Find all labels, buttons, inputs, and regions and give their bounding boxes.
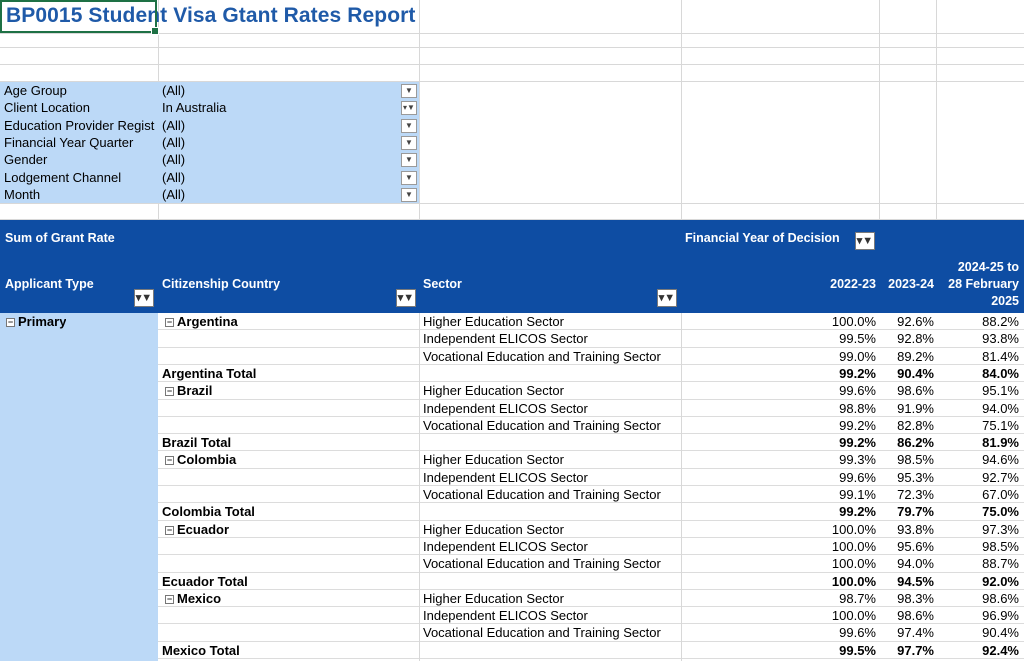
- filter-label: Education Provider Regist: [4, 117, 155, 133]
- sector-label: Higher Education Sector: [423, 314, 564, 329]
- year-header-2022-23: 2022-23: [830, 277, 876, 291]
- grant-rate-value: 98.7%: [839, 590, 876, 606]
- grant-rate-value: 100.0%: [831, 538, 876, 554]
- applicant-type-filter-button[interactable]: [134, 289, 154, 307]
- country-label[interactable]: − Brazil: [166, 383, 213, 399]
- grant-rate-value: 95.1%: [982, 383, 1019, 399]
- grant-rate-value: 88.2%: [982, 314, 1019, 329]
- dropdown-arrow-icon: ▼: [405, 86, 413, 95]
- collapse-minus-icon[interactable]: −: [7, 317, 14, 328]
- sector-filter-button[interactable]: [657, 289, 677, 307]
- grant-rate-value: 82.8%: [897, 417, 934, 433]
- dropdown-arrow-icon: ▼: [405, 155, 413, 165]
- filter-value: (All): [162, 117, 186, 133]
- table-row: [0, 590, 1024, 607]
- table-row: [0, 330, 1024, 347]
- sector-label: Vocational Education and Training Sector: [423, 556, 661, 572]
- applicant-type-primary[interactable]: − Primary: [7, 314, 67, 329]
- grid-row-line: [0, 47, 1024, 48]
- row-field-citizenship-country: Citizenship Country: [162, 277, 281, 291]
- table-row: [0, 451, 1024, 468]
- filter-funnel-icon: ▾▼: [135, 292, 153, 304]
- grant-rate-value: 99.6%: [839, 625, 876, 641]
- grant-rate-value: 99.3%: [839, 452, 876, 468]
- grant-rate-value: 98.8%: [839, 400, 876, 416]
- collapse-minus-icon[interactable]: −: [166, 524, 173, 535]
- active-cell-selection[interactable]: [0, 0, 157, 33]
- country-total-row: [0, 503, 1024, 520]
- grant-rate-value: 98.5%: [982, 538, 1019, 554]
- filter-funnel-icon: ▾▼: [856, 235, 874, 247]
- filter-dropdown-button[interactable]: [401, 153, 417, 167]
- filter-label: Financial Year Quarter: [4, 134, 134, 150]
- dropdown-arrow-icon: ▼: [405, 137, 413, 147]
- grant-rate-value: 93.8%: [982, 331, 1019, 347]
- sector-label: Vocational Education and Training Sector: [423, 348, 661, 364]
- grant-rate-value: 75.1%: [982, 417, 1019, 433]
- grant-rate-value: 94.0%: [982, 400, 1019, 416]
- grant-rate-value: 98.3%: [897, 590, 934, 606]
- filter-value: (All): [162, 169, 186, 185]
- row-divider: [158, 658, 1024, 659]
- table-row: [0, 417, 1024, 434]
- grant-rate-value: 94.0%: [897, 556, 934, 572]
- grant-rate-value: 96.9%: [982, 608, 1019, 624]
- filter-dropdown-button[interactable]: [401, 119, 417, 133]
- grant-rate-total: 99.2%: [839, 504, 876, 520]
- filter-label: Month: [4, 186, 41, 202]
- grant-rate-value: 67.0%: [982, 487, 1019, 502]
- table-row: [0, 486, 1024, 503]
- grant-rate-total: 86.2%: [897, 435, 934, 451]
- grant-rate-total: 75.0%: [982, 504, 1019, 520]
- sector-label: Independent ELICOS Sector: [423, 608, 588, 624]
- grant-rate-value: 81.4%: [982, 348, 1019, 364]
- grant-rate-total: 84.0%: [982, 365, 1019, 381]
- country-total-row: [0, 642, 1024, 659]
- row-field-sector: Sector: [423, 277, 462, 291]
- grant-rate-value: 97.3%: [982, 521, 1019, 537]
- grant-rate-total: 94.5%: [897, 573, 934, 589]
- table-row: [0, 555, 1024, 572]
- measure-label: Sum of Grant Rate: [5, 231, 115, 245]
- sector-label: Higher Education Sector: [423, 521, 564, 537]
- country-total-label: Argentina Total: [162, 365, 257, 381]
- grant-rate-value: 89.2%: [897, 348, 934, 364]
- sector-label: Higher Education Sector: [423, 590, 564, 606]
- filter-value: (All): [162, 83, 186, 98]
- sector-label: Independent ELICOS Sector: [423, 331, 588, 347]
- collapse-minus-icon[interactable]: −: [166, 386, 173, 397]
- table-row: [0, 313, 1024, 330]
- grant-rate-value: 99.2%: [839, 417, 876, 433]
- filter-dropdown-button[interactable]: [401, 188, 417, 202]
- grant-rate-value: 98.6%: [897, 383, 934, 399]
- grant-rate-total: 99.2%: [839, 365, 876, 381]
- country-label[interactable]: − Argentina: [166, 314, 238, 329]
- country-total-label: Ecuador Total: [162, 573, 248, 589]
- dropdown-arrow-icon: ▼: [405, 172, 413, 182]
- sector-label: Vocational Education and Training Sector: [423, 417, 661, 433]
- grant-rate-value: 100.0%: [831, 556, 876, 572]
- country-label[interactable]: − Colombia: [166, 452, 237, 468]
- sector-label: Vocational Education and Training Sector: [423, 487, 661, 502]
- country-total-row: [0, 434, 1024, 451]
- filter-dropdown-button[interactable]: [401, 84, 417, 98]
- filter-label: Client Location: [4, 100, 90, 116]
- grant-rate-value: 98.6%: [982, 590, 1019, 606]
- country-total-row: [0, 365, 1024, 382]
- grant-rate-total: 100.0%: [831, 573, 876, 589]
- table-row: [0, 624, 1024, 641]
- table-row: [0, 538, 1024, 555]
- sector-label: Higher Education Sector: [423, 383, 564, 399]
- grant-rate-total: 92.4%: [982, 642, 1019, 658]
- filter-value: In Australia: [162, 100, 227, 116]
- sector-label: Independent ELICOS Sector: [423, 400, 588, 416]
- grant-rate-value: 99.5%: [839, 331, 876, 347]
- grant-rate-value: 72.3%: [897, 487, 934, 502]
- country-label[interactable]: − Mexico: [166, 590, 222, 606]
- grant-rate-total: 79.7%: [897, 504, 934, 520]
- grant-rate-value: 100.0%: [831, 521, 876, 537]
- country-total-label: Colombia Total: [162, 504, 255, 520]
- dropdown-arrow-icon: ▼: [405, 189, 413, 199]
- grant-rate-value: 97.4%: [897, 625, 934, 641]
- table-row: [0, 521, 1024, 538]
- grid-column-line: [419, 313, 420, 661]
- table-row: [0, 348, 1024, 365]
- grant-rate-total: 97.7%: [897, 642, 934, 658]
- grant-rate-value: 92.6%: [897, 314, 934, 329]
- grant-rate-total: 92.0%: [982, 573, 1019, 589]
- filter-value: (All): [162, 134, 186, 150]
- grant-rate-value: 92.8%: [897, 331, 934, 347]
- dropdown-arrow-icon: ▼: [405, 120, 413, 130]
- grant-rate-value: 90.4%: [982, 625, 1019, 641]
- grant-rate-value: 98.5%: [897, 452, 934, 468]
- table-row: [0, 469, 1024, 486]
- grant-rate-value: 91.9%: [897, 400, 934, 416]
- grant-rate-value: 88.7%: [982, 556, 1019, 572]
- collapse-minus-icon[interactable]: −: [166, 593, 173, 604]
- filter-label: Gender: [4, 152, 48, 168]
- grant-rate-total: 99.5%: [839, 642, 876, 658]
- country-total-label: Brazil Total: [162, 435, 232, 451]
- filter-funnel-icon: ▾▼: [397, 292, 415, 304]
- grant-rate-value: 99.6%: [839, 469, 876, 485]
- filter-value: (All): [162, 152, 186, 168]
- grant-rate-value: 95.6%: [897, 538, 934, 554]
- grid-column-line: [681, 313, 682, 661]
- grant-rate-value: 95.3%: [897, 469, 934, 485]
- country-total-row: [0, 573, 1024, 590]
- grant-rate-value: 94.6%: [982, 452, 1019, 468]
- column-field-label: Financial Year of Decision: [685, 231, 840, 245]
- row-field-applicant-type: Applicant Type: [5, 277, 94, 291]
- filter-dropdown-button[interactable]: [401, 136, 417, 150]
- column-filter-button[interactable]: [855, 232, 875, 250]
- table-row: [0, 382, 1024, 399]
- report-title: BP0015 Student Visa Gtant Rates Report: [6, 4, 416, 27]
- filter-label: Age Group: [4, 83, 67, 98]
- filter-value: (All): [162, 186, 186, 202]
- grant-rate-value: 98.6%: [897, 608, 934, 624]
- filter-label: Lodgement Channel: [4, 169, 122, 185]
- filter-funnel-icon: ▾▼: [403, 103, 415, 113]
- filter-funnel-icon: ▾▼: [658, 292, 676, 304]
- sector-label: Vocational Education and Training Sector: [423, 625, 661, 641]
- grid-row-line: [0, 64, 1024, 65]
- grant-rate-value: 99.0%: [839, 348, 876, 364]
- grant-rate-total: 81.9%: [982, 435, 1019, 451]
- country-label[interactable]: − Ecuador: [166, 521, 230, 537]
- filter-funnel-button[interactable]: [401, 101, 417, 115]
- sector-label: Independent ELICOS Sector: [423, 538, 588, 554]
- collapse-minus-icon[interactable]: −: [166, 317, 173, 328]
- grid-row-line: [0, 203, 1024, 204]
- grant-rate-value: 100.0%: [831, 608, 876, 624]
- grant-rate-total: 90.4%: [897, 365, 934, 381]
- grant-rate-value: 93.8%: [897, 521, 934, 537]
- filter-dropdown-button[interactable]: [401, 171, 417, 185]
- table-row: [0, 607, 1024, 624]
- grant-rate-value: 99.1%: [839, 487, 876, 502]
- collapse-minus-icon[interactable]: −: [166, 455, 173, 466]
- grant-rate-value: 100.0%: [831, 314, 876, 329]
- grant-rate-value: 92.7%: [982, 469, 1019, 485]
- sector-label: Independent ELICOS Sector: [423, 469, 588, 485]
- country-total-label: Mexico Total: [162, 642, 240, 658]
- table-row: [0, 400, 1024, 417]
- year-header-2023-24: 2023-24: [888, 277, 934, 291]
- fill-handle[interactable]: [151, 27, 159, 35]
- sector-label: Higher Education Sector: [423, 452, 564, 468]
- year-header-2024-25: 2024-25 to 28 February 2025: [948, 260, 1019, 308]
- country-filter-button[interactable]: [396, 289, 416, 307]
- grant-rate-value: 99.6%: [839, 383, 876, 399]
- grant-rate-total: 99.2%: [839, 435, 876, 451]
- pivot-header: [0, 220, 1024, 313]
